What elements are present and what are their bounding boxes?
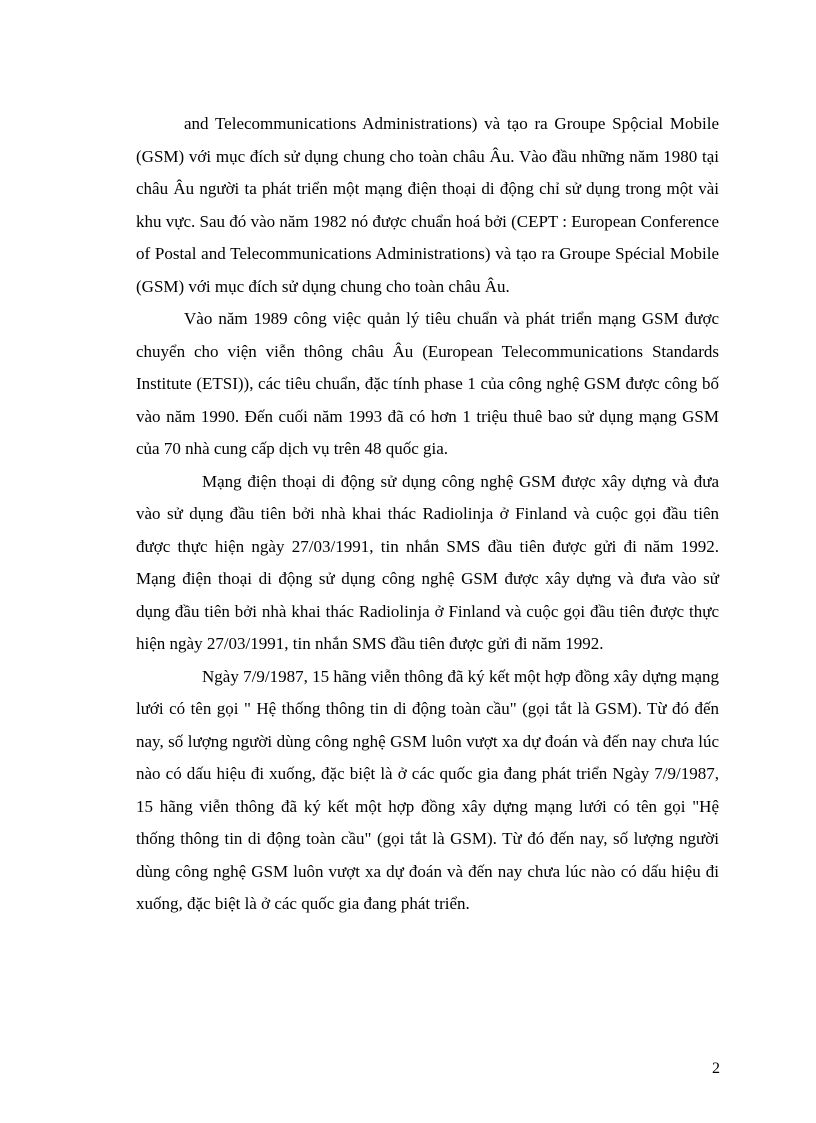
body-text: [136, 108, 719, 921]
paragraph-3: Mạng điện thoại di động sử dụng công nghệ GSM được xây dựng và đưa vào sử dụng đầu tiên bởi nhà khai thác Radiolinja ở Finland và cuộc gọi đầu tiên được thực hiện ngày 27/03/1991, tin nhắn SMS đầu tiên được gửi đi năm 1992. Mạng điện thoại di động sử dụng công nghệ GSM được xây dựng và đưa vào sử dụng đầu tiên bởi nhà khai thác Radiolinja ở Finland và cuộc gọi đầu tiên được thực hiện ngày 27/03/1991, tin nhắn SMS đầu tiên được gửi đi năm 1992.: [136, 471, 719, 653]
paragraph-4: Ngày 7/9/1987, 15 hãng viễn thông đã ký kết một hợp đồng xây dựng mạng lưới có tên gọi " Hệ thống thông tin di động toàn cầu" (gọi tắt là GSM). Từ đó đến nay, số lượng người dùng công nghệ GSM luôn vượt xa dự đoán và đến nay chưa lúc nào có dấu hiệu đi xuống, đặc biệt là ở các quốc gia đang phát triển Ngày 7/9/1987, 15 hãng viễn thông đã ký kết một hợp đồng xây dựng mạng lưới có tên gọi "Hệ thống thông tin di động toàn cầu" (gọi tắt là GSM). Từ đó đến nay, số lượng người dùng công nghệ GSM luôn vượt xa dự đoán và đến nay chưa lúc nào có dấu hiệu đi xuống, đặc biệt là ở các quốc gia đang phát triển.: [136, 666, 719, 913]
paragraph-2: Vào năm 1989 công việc quản lý tiêu chuẩn và phát triển mạng GSM được chuyển cho viện viễn thông châu Âu (European Telecommunications Standards Institute (ETSI)), các tiêu chuẩn, đặc tính phase 1 của công nghệ GSM được công bố vào năm 1990. Đến cuối năm 1993 đã có hơn 1 triệu thuê bao sử dụng mạng GSM của 70 nhà cung cấp dịch vụ trên 48 quốc gia.: [136, 309, 719, 458]
page-number: 2: [712, 1060, 720, 1077]
paragraph-1: and Telecommunications Administrations) và tạo ra Groupe Spộcial Mobile (GSM) với mục đích sử dụng chung cho toàn châu Âu. Vào đầu những năm 1980 tại châu Âu người ta phát triển một mạng điện thoại di động chỉ sử dụng trong một vài khu vực. Sau đó vào năm 1982 nó được chuẩn hoá bởi (CEPT : European Conference of Postal and Telecommunications Administrations) và tạo ra Groupe Spécial Mobile (GSM) với mục đích sử dụng chung cho toàn châu Âu.: [136, 114, 719, 296]
